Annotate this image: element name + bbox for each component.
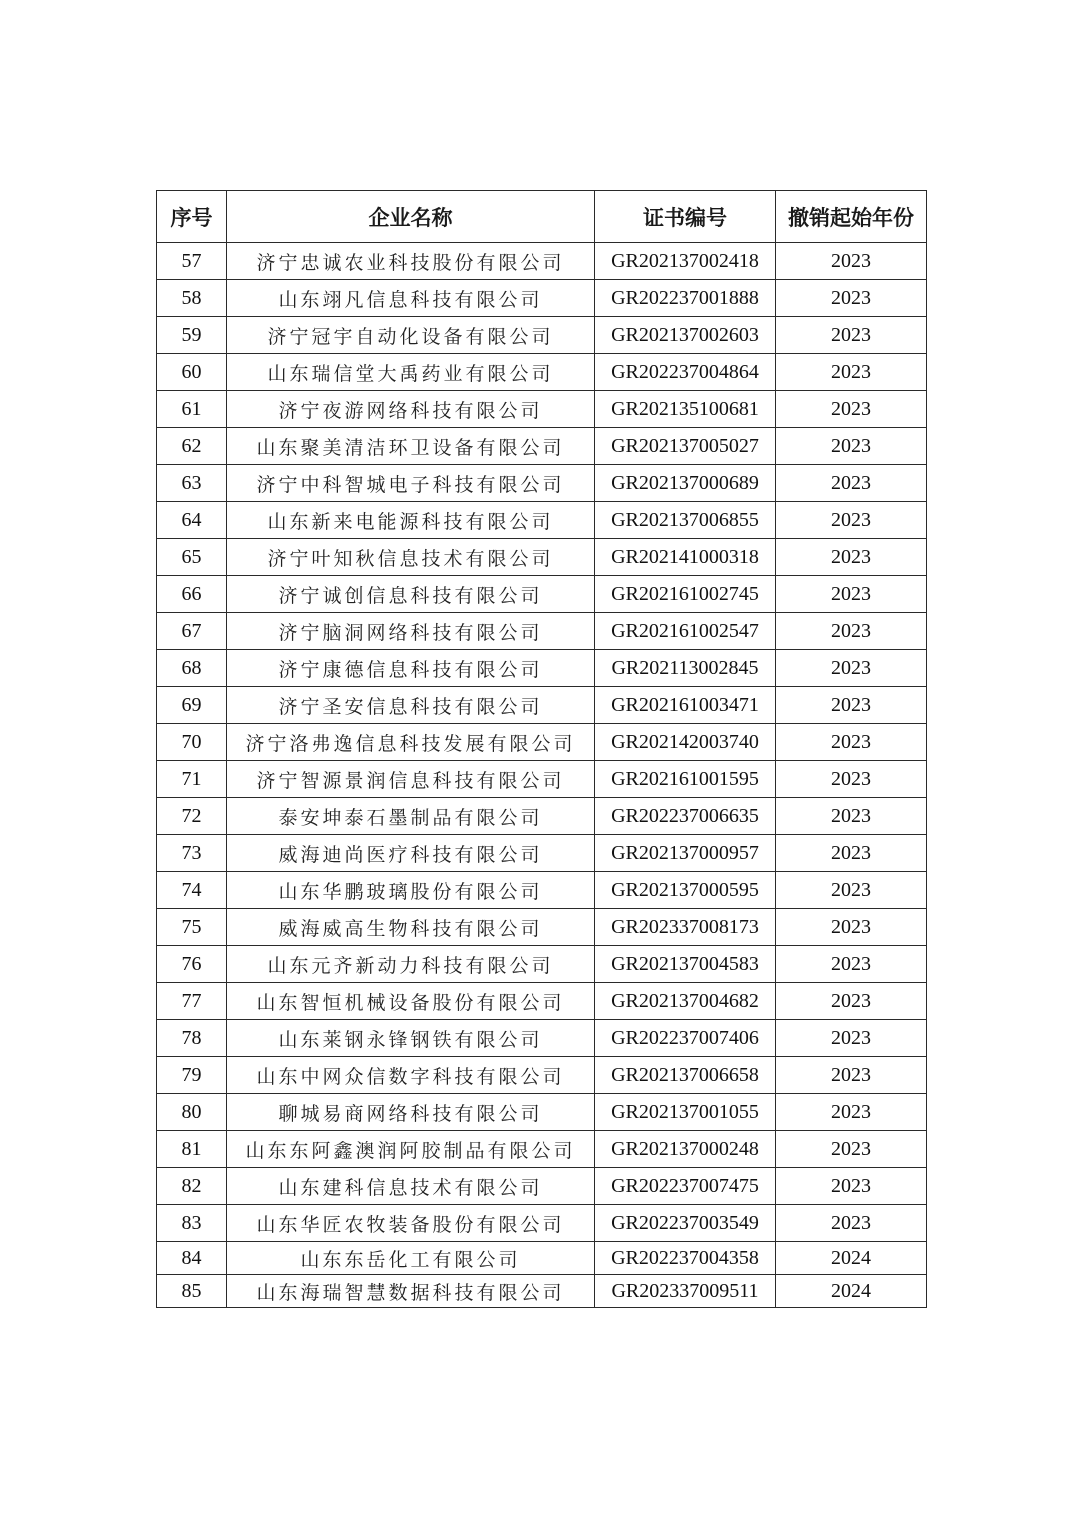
company-name-cell: 济宁圣安信息科技有限公司 (227, 687, 595, 724)
serial-number-cell: 68 (157, 650, 227, 687)
table-row (157, 317, 927, 354)
serial-number-cell: 73 (157, 835, 227, 872)
company-name-cell: 威海威高生物科技有限公司 (227, 909, 595, 946)
serial-number-cell: 72 (157, 798, 227, 835)
revocation-year-cell: 2023 (776, 1094, 927, 1131)
serial-number-cell: 67 (157, 613, 227, 650)
company-name-cell: 山东华鹏玻璃股份有限公司 (227, 872, 595, 909)
company-name-cell: 泰安坤泰石墨制品有限公司 (227, 798, 595, 835)
serial-number-cell: 70 (157, 724, 227, 761)
company-name-cell: 山东海瑞智慧数据科技有限公司 (227, 1275, 595, 1308)
table-row (157, 354, 927, 391)
certificate-number-cell: GR202137002603 (595, 317, 776, 354)
revocation-year-cell: 2023 (776, 354, 927, 391)
serial-number-cell: 66 (157, 576, 227, 613)
header-revocation-start-year: 撤销起始年份 (776, 191, 927, 243)
certificate-number-cell: GR202141000318 (595, 539, 776, 576)
serial-number-cell: 58 (157, 280, 227, 317)
certificate-number-cell: GR202113002845 (595, 650, 776, 687)
table-row (157, 1168, 927, 1205)
table-row (157, 724, 927, 761)
revocation-year-cell: 2023 (776, 983, 927, 1020)
company-name-cell: 山东瑞信堂大禹药业有限公司 (227, 354, 595, 391)
revocation-year-cell: 2023 (776, 280, 927, 317)
certificate-number-cell: GR202237006635 (595, 798, 776, 835)
table-row (157, 539, 927, 576)
serial-number-cell: 71 (157, 761, 227, 798)
certificate-number-cell: GR202135100681 (595, 391, 776, 428)
company-name-cell: 济宁冠宇自动化设备有限公司 (227, 317, 595, 354)
serial-number-cell: 82 (157, 1168, 227, 1205)
table-row (157, 1094, 927, 1131)
company-name-cell: 山东智恒机械设备股份有限公司 (227, 983, 595, 1020)
certificate-number-cell: GR202237004358 (595, 1242, 776, 1275)
table-row (157, 872, 927, 909)
serial-number-cell: 64 (157, 502, 227, 539)
serial-number-cell: 80 (157, 1094, 227, 1131)
company-name-cell: 山东华匠农牧装备股份有限公司 (227, 1205, 595, 1242)
serial-number-cell: 62 (157, 428, 227, 465)
company-name-cell: 山东建科信息技术有限公司 (227, 1168, 595, 1205)
certificate-number-cell: GR202137004583 (595, 946, 776, 983)
header-serial-number: 序号 (157, 191, 227, 243)
serial-number-cell: 57 (157, 243, 227, 280)
company-name-cell: 济宁智源景润信息科技有限公司 (227, 761, 595, 798)
serial-number-cell: 78 (157, 1020, 227, 1057)
certificate-number-cell: GR202161002745 (595, 576, 776, 613)
table-row (157, 798, 927, 835)
company-name-cell: 济宁诚创信息科技有限公司 (227, 576, 595, 613)
company-name-cell: 山东新来电能源科技有限公司 (227, 502, 595, 539)
certificate-number-cell: GR202137000957 (595, 835, 776, 872)
company-name-cell: 山东中网众信数字科技有限公司 (227, 1057, 595, 1094)
company-name-cell: 聊城易商网络科技有限公司 (227, 1094, 595, 1131)
company-name-cell: 济宁叶知秋信息技术有限公司 (227, 539, 595, 576)
company-name-cell: 济宁夜游网络科技有限公司 (227, 391, 595, 428)
serial-number-cell: 84 (157, 1242, 227, 1275)
company-name-cell: 济宁康德信息科技有限公司 (227, 650, 595, 687)
table-row (157, 1205, 927, 1242)
serial-number-cell: 77 (157, 983, 227, 1020)
company-name-cell: 济宁脑洞网络科技有限公司 (227, 613, 595, 650)
revocation-year-cell: 2023 (776, 317, 927, 354)
table-body (157, 243, 927, 1308)
certificate-number-cell: GR202161002547 (595, 613, 776, 650)
certificate-number-cell: GR202137002418 (595, 243, 776, 280)
table-row (157, 1131, 927, 1168)
company-name-cell: 济宁忠诚农业科技股份有限公司 (227, 243, 595, 280)
certificate-number-cell: GR202137000248 (595, 1131, 776, 1168)
company-name-cell: 济宁洛弗逸信息科技发展有限公司 (227, 724, 595, 761)
certificate-number-cell: GR202337008173 (595, 909, 776, 946)
certificate-number-cell: GR202137000689 (595, 465, 776, 502)
company-name-cell: 山东翊凡信息科技有限公司 (227, 280, 595, 317)
certificate-number-cell: GR202137006855 (595, 502, 776, 539)
serial-number-cell: 76 (157, 946, 227, 983)
revocation-year-cell: 2023 (776, 613, 927, 650)
revocation-year-cell: 2023 (776, 835, 927, 872)
company-name-cell: 威海迪尚医疗科技有限公司 (227, 835, 595, 872)
table-row (157, 465, 927, 502)
serial-number-cell: 75 (157, 909, 227, 946)
revocation-year-cell: 2023 (776, 946, 927, 983)
revocation-year-cell: 2023 (776, 724, 927, 761)
revocation-year-cell: 2023 (776, 465, 927, 502)
revocation-year-cell: 2023 (776, 1020, 927, 1057)
certificate-number-cell: GR202237007406 (595, 1020, 776, 1057)
serial-number-cell: 63 (157, 465, 227, 502)
company-name-cell: 山东聚美清洁环卫设备有限公司 (227, 428, 595, 465)
table-row (157, 391, 927, 428)
revocation-year-cell: 2023 (776, 428, 927, 465)
serial-number-cell: 65 (157, 539, 227, 576)
table-row (157, 502, 927, 539)
revocation-year-cell: 2023 (776, 650, 927, 687)
certificate-number-cell: GR202237001888 (595, 280, 776, 317)
table-row (157, 687, 927, 724)
serial-number-cell: 74 (157, 872, 227, 909)
company-name-cell: 山东元齐新动力科技有限公司 (227, 946, 595, 983)
table-row (157, 983, 927, 1020)
table-row (157, 428, 927, 465)
table-row (157, 613, 927, 650)
revocation-year-cell: 2023 (776, 1057, 927, 1094)
table-row (157, 280, 927, 317)
revocation-year-cell: 2023 (776, 1205, 927, 1242)
table-row (157, 909, 927, 946)
certificate-number-cell: GR202161001595 (595, 761, 776, 798)
table-row (157, 761, 927, 798)
revocation-year-cell: 2023 (776, 539, 927, 576)
certificate-number-cell: GR202137004682 (595, 983, 776, 1020)
revocation-year-cell: 2023 (776, 1131, 927, 1168)
revocation-year-cell: 2024 (776, 1242, 927, 1275)
revocation-year-cell: 2023 (776, 798, 927, 835)
certificate-number-cell: GR202137001055 (595, 1094, 776, 1131)
serial-number-cell: 60 (157, 354, 227, 391)
company-name-cell: 山东莱钢永锋钢铁有限公司 (227, 1020, 595, 1057)
serial-number-cell: 79 (157, 1057, 227, 1094)
table-row (157, 650, 927, 687)
revocation-year-cell: 2023 (776, 243, 927, 280)
revocation-year-cell: 2023 (776, 687, 927, 724)
table-row (157, 243, 927, 280)
certificate-number-cell: GR202337009511 (595, 1275, 776, 1308)
table-row (157, 1242, 927, 1275)
table-row (157, 946, 927, 983)
table-row (157, 1275, 927, 1308)
revocation-year-cell: 2024 (776, 1275, 927, 1308)
serial-number-cell: 83 (157, 1205, 227, 1242)
revocation-year-cell: 2023 (776, 1168, 927, 1205)
company-name-cell: 济宁中科智城电子科技有限公司 (227, 465, 595, 502)
company-name-cell: 山东东阿鑫澳润阿胶制品有限公司 (227, 1131, 595, 1168)
table-row (157, 1057, 927, 1094)
certificate-number-cell: GR202142003740 (595, 724, 776, 761)
serial-number-cell: 61 (157, 391, 227, 428)
revoked-companies-table (156, 190, 927, 1308)
revocation-year-cell: 2023 (776, 761, 927, 798)
header-company-name: 企业名称 (227, 191, 595, 243)
revocation-year-cell: 2023 (776, 391, 927, 428)
table-row (157, 576, 927, 613)
serial-number-cell: 81 (157, 1131, 227, 1168)
serial-number-cell: 59 (157, 317, 227, 354)
revocation-year-cell: 2023 (776, 909, 927, 946)
certificate-number-cell: GR202237004864 (595, 354, 776, 391)
certificate-number-cell: GR202237007475 (595, 1168, 776, 1205)
certificate-number-cell: GR202237003549 (595, 1205, 776, 1242)
revocation-year-cell: 2023 (776, 872, 927, 909)
certificate-number-cell: GR202161003471 (595, 687, 776, 724)
table-row (157, 835, 927, 872)
table-header (157, 191, 927, 243)
serial-number-cell: 69 (157, 687, 227, 724)
company-name-cell: 山东东岳化工有限公司 (227, 1242, 595, 1275)
certificate-number-cell: GR202137006658 (595, 1057, 776, 1094)
certificate-number-cell: GR202137000595 (595, 872, 776, 909)
certificate-number-cell: GR202137005027 (595, 428, 776, 465)
revocation-year-cell: 2023 (776, 576, 927, 613)
revocation-year-cell: 2023 (776, 502, 927, 539)
header-row (157, 191, 927, 243)
table-row (157, 1020, 927, 1057)
header-certificate-number: 证书编号 (595, 191, 776, 243)
serial-number-cell: 85 (157, 1275, 227, 1308)
document-page (156, 190, 926, 1308)
